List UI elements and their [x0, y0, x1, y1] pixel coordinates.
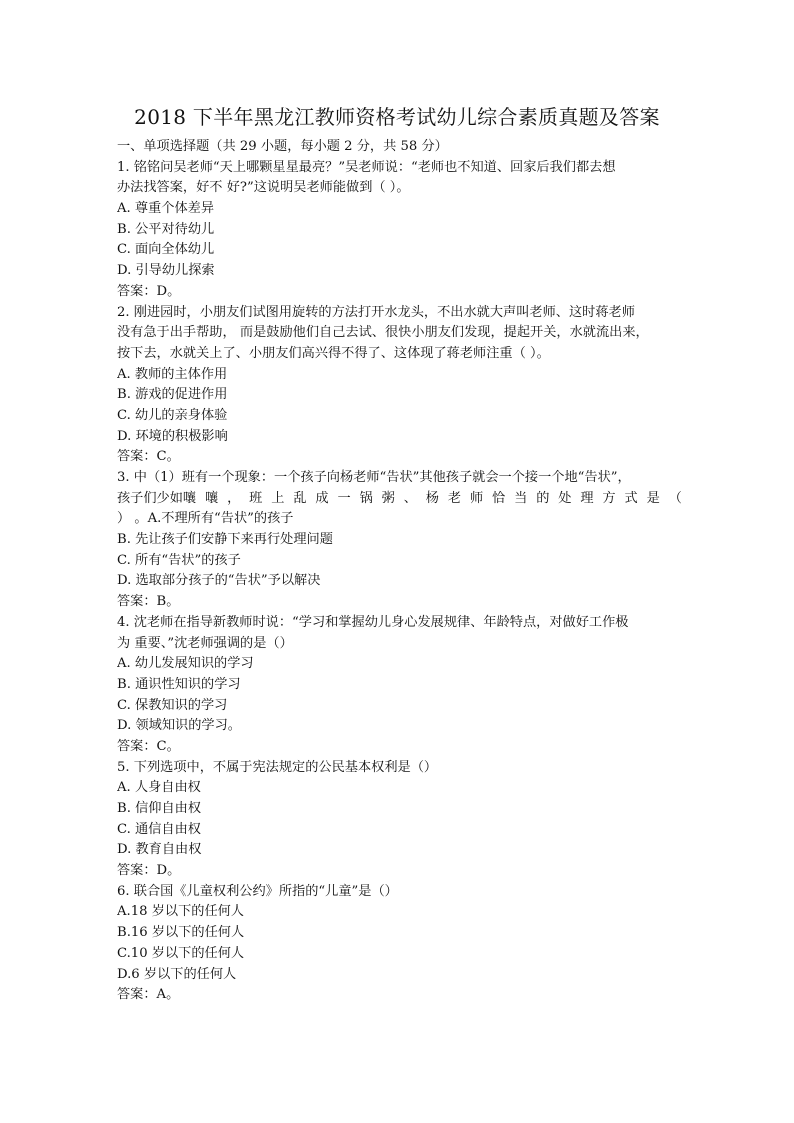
option-b: B.16 岁以下的任何人	[117, 925, 245, 941]
option-d: D. 引导幼儿探索	[117, 263, 215, 279]
option-c: C. 保教知识的学习	[117, 697, 228, 713]
question-4	[117, 613, 682, 758]
text-segment: 上	[271, 490, 285, 506]
text-segment: 锅	[359, 490, 373, 506]
text-segment: 当	[514, 490, 528, 506]
option-a: A. 人身自由权	[117, 780, 201, 796]
text-segment: 、	[403, 490, 417, 506]
question-text: 6. 联合国《儿童权利公约》所指的“儿童”是（）	[117, 883, 398, 899]
text-segment: 粥	[381, 490, 395, 506]
text-segment: 班	[249, 490, 263, 506]
text-segment: 杨	[425, 490, 439, 506]
option-c: C. 面向全体幼儿	[117, 242, 215, 258]
option-a: A. 尊重个体差异	[117, 201, 215, 217]
option-d: D. 选取部分孩子的“告状”予以解决	[117, 573, 321, 589]
option-d: D. 领域知识的学习。	[117, 718, 241, 734]
question-text: ） 。A.不理所有“告状”的孩子	[117, 511, 294, 527]
option-b: B. 信仰自由权	[117, 801, 202, 816]
option-d: D. 环境的积极影响	[117, 428, 228, 444]
text-segment: 恰	[492, 490, 506, 506]
question-text: 1. 铭铭问吴老师“天上哪颗星星最亮？”吴老师说：“老师也不知道、回家后我们都去想	[117, 159, 616, 175]
question-6	[117, 882, 682, 1006]
answer: 答案：C。	[117, 449, 180, 465]
answer: 答案：A。	[117, 987, 180, 1003]
text-segment: 理	[580, 490, 594, 506]
text-segment: 处	[558, 490, 572, 506]
option-b: B. 先让孩子们安静下来再行处理问题	[117, 532, 333, 548]
answer: 答案：D。	[117, 283, 181, 299]
option-b: B. 通识性知识的学习	[117, 676, 241, 692]
question-5	[117, 758, 682, 882]
question-text-justified	[117, 489, 682, 510]
text-segment: 老	[447, 490, 462, 506]
question-text: 办法找答案，好不 好?”这说明吴老师能做到（ ）。	[117, 180, 410, 196]
question-1	[117, 158, 682, 303]
text-segment: （	[668, 490, 682, 506]
question-text: 4. 沈老师在指导新教师时说：“学习和掌握幼儿身心发展规律、年龄特点，对做好工作极	[117, 614, 629, 630]
option-a: A.18 岁以下的任何人	[117, 904, 244, 920]
option-d: D.6 岁以下的任何人	[117, 966, 237, 982]
question-text: 3. 中（1）班有一个现象：一个孩子向杨老师“告状”其他孩子就会一个接一个地“告状”，	[117, 470, 631, 485]
text-segment: 一	[337, 490, 351, 506]
text-segment: ，	[227, 490, 241, 506]
text-segment: 乱	[293, 490, 307, 506]
text-segment: 成	[315, 490, 329, 506]
document-title: 2018 下半年黑龙江教师资格考试幼儿综合素质真题及答案	[134, 105, 660, 129]
text-segment: 孩子们少如嚷	[117, 490, 197, 506]
option-a: A. 教师的主体作用	[117, 366, 228, 382]
question-3	[117, 468, 682, 613]
question-text: 2. 刚进园时，小朋友们试图用旋转的方法打开水龙头，不出水就大声叫老师、这时蒋老师	[117, 304, 635, 320]
option-b: B. 游戏的促进作用	[117, 387, 228, 403]
question-text: 为 重要、”沈老师强调的是（）	[117, 635, 293, 651]
option-a: A. 幼儿发展知识的学习	[117, 656, 254, 672]
option-c: C. 幼儿的亲身体验	[117, 407, 228, 423]
option-c: C.10 岁以下的任何人	[117, 945, 245, 961]
answer: 答案：B。	[117, 594, 180, 610]
section-heading: 一、单项选择题（共 29 小题，每小题 2 分，共 58 分）	[117, 139, 448, 154]
text-segment: 是	[646, 490, 660, 506]
text-segment: 嚷	[205, 490, 219, 506]
question-2	[117, 303, 682, 469]
answer: 答案：C。	[117, 738, 180, 754]
text-segment: 方	[602, 490, 616, 506]
option-c: C. 通信自由权	[117, 821, 201, 837]
question-text: 5. 下列选项中，不属于宪法规定的公民基本权利是（）	[117, 759, 438, 775]
text-segment: 式	[624, 490, 638, 506]
text-segment: 师	[469, 490, 484, 506]
option-c: C. 所有“告状”的孩子	[117, 552, 241, 568]
option-d: D. 教育自由权	[117, 842, 202, 858]
text-segment: 的	[536, 490, 550, 506]
question-text: 按下去，水就关上了、小朋友们高兴得不得了、这体现了蒋老师注重（ ）。	[117, 345, 550, 361]
answer: 答案：D。	[117, 863, 181, 879]
document-body	[117, 137, 682, 1006]
option-b: B. 公平对待幼儿	[117, 221, 215, 237]
question-text: 没有急于出手帮助， 而是鼓励他们自己去试、很快小朋友们发现，提起开关，水就流出来，	[117, 325, 649, 341]
